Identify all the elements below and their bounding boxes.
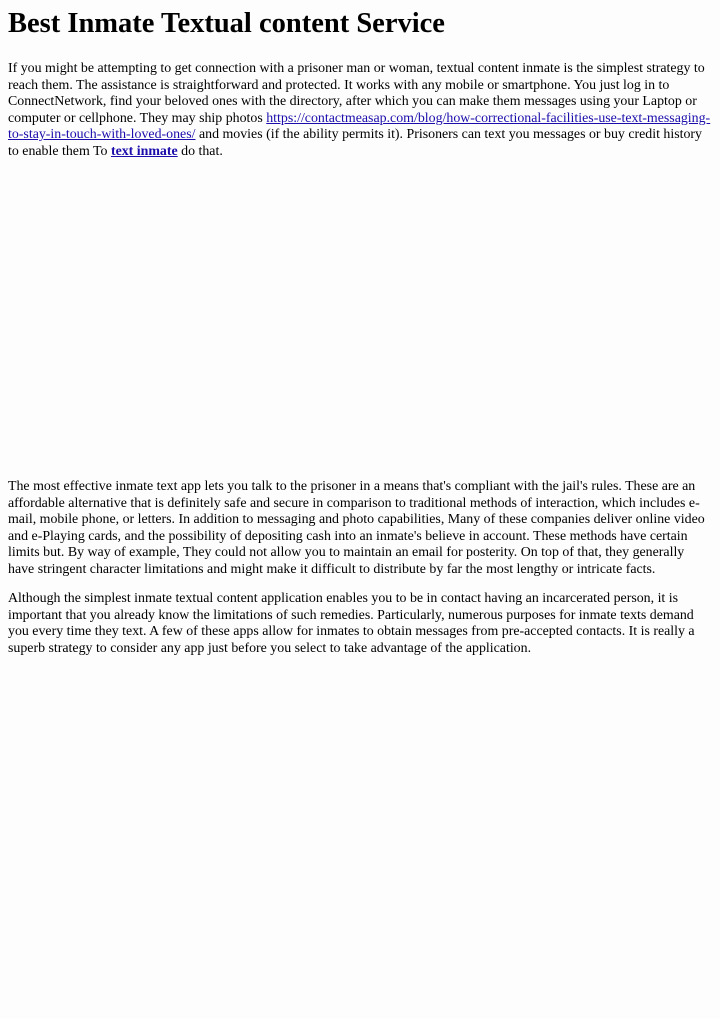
article [8, 0, 712, 657]
blank-space [8, 160, 712, 479]
intro-text-end: do that. [177, 143, 223, 159]
text-inmate-link[interactable]: text inmate [110, 143, 178, 159]
intro-paragraph [8, 61, 712, 160]
limitations-paragraph: Although the simplest inmate textual content application enables you to be in contact having an incarcerated person, it is important that you already know the limitations of such remedies. Particularly, numerous purposes for inmate texts demand you every time they text. A few of these apps allow for inmates to obtain messages from pre-accepted contacts. It is really a superb strategy to consider any app just before you select to take advantage of the application. [8, 591, 695, 656]
text-app-paragraph: The most effective inmate text app lets you talk to the prisoner in a means that's compliant with the jail's rules. These are an affordable alternative that is definitely safe and secure in comparison to traditional methods of interaction, which includes e-mail, mobile phone, or letters. In addition to messaging and photo capabilities, Many of these companies deliver online video and e-Playing cards, and the possibility of depositing cash into an inmate's believe in account. These methods have certain limits but. By way of example, They could not allow you to maintain an email for posterity. On top of that, they generally have stringent character limitations and might make it difficult to distribute by far the most lengthy or intricate facts. [8, 479, 705, 577]
intro-text-start: If you might be attempting to get connection with a prisoner man or woman, textual content inmate is the simplest strategy to reach them. The assistance is straightforward and protected. It works with any mobile or smartphone. You just log in to ConnectNetwork, find your beloved ones with the directory, after which you can make them messages using your Laptop or computer or cellphone. They may ship photos [8, 61, 705, 126]
contactmeasap-link[interactable]: https://contactmeasap.com/blog/how-correctional-facilities-use-text-messaging-to-stay-in-touch-with-loved-ones/ [8, 110, 711, 142]
page-title: Best Inmate Textual content Service [8, 8, 445, 39]
intro-text-middle: and movies (if the ability permits it). Prisoners can text you messages or buy credit history to enable them To [8, 127, 703, 159]
